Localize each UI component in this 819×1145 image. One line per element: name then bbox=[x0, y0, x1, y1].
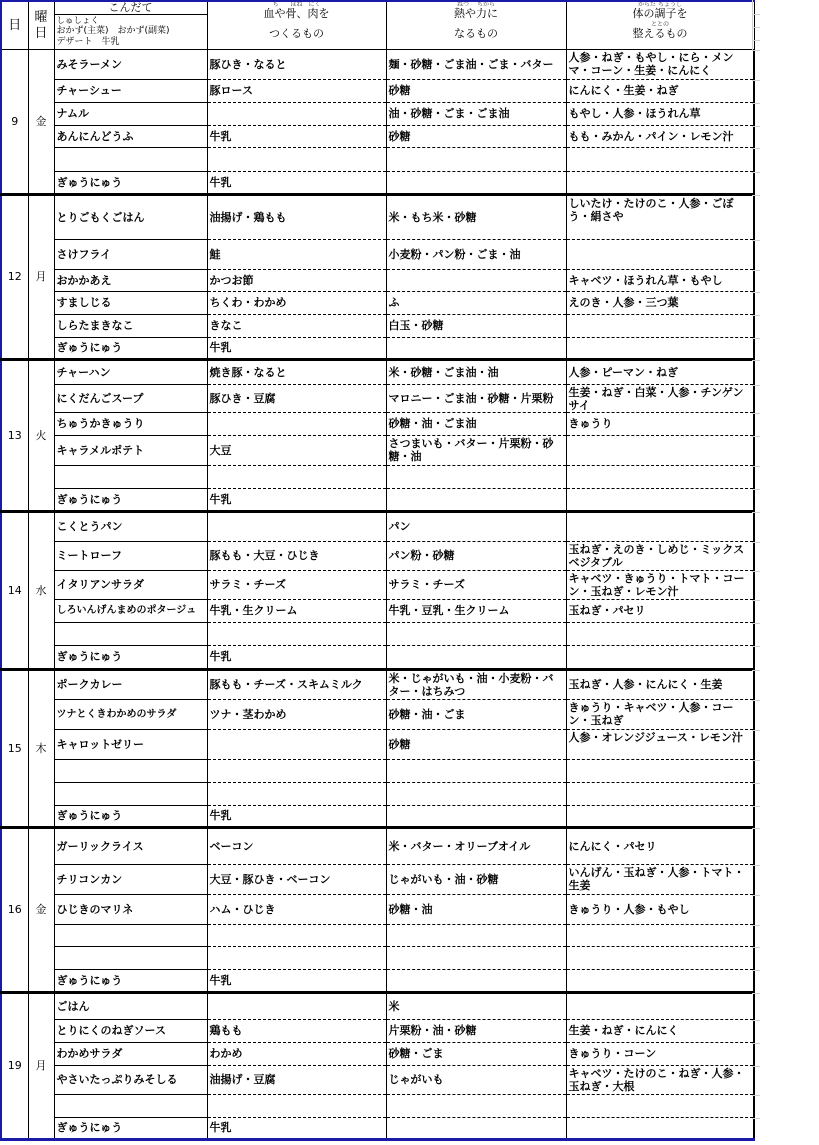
grid-line bbox=[752, 14, 760, 15]
header-menu-line-3: デザート 牛乳 bbox=[56, 37, 120, 47]
ingredient-heat bbox=[386, 1118, 566, 1140]
header-weekday: 曜日 bbox=[28, 1, 54, 50]
weekday: 木 bbox=[28, 670, 54, 828]
dish-name: ぎゅうにゅう bbox=[54, 1118, 207, 1140]
dish-name: チリコンカン bbox=[54, 865, 207, 895]
menu-row bbox=[1, 571, 754, 600]
menu-row bbox=[1, 360, 754, 385]
grid-line bbox=[752, 80, 760, 81]
header-heat-energy bbox=[386, 1, 566, 50]
weekday: 月 bbox=[28, 993, 54, 1140]
ingredient-heat: 砂糖 bbox=[386, 80, 566, 103]
ingredient-heat bbox=[386, 172, 566, 195]
ingredient-body: 生姜・ねぎ・にんにく bbox=[566, 1020, 754, 1043]
ingredient-body: キャベツ・ほうれん草・もやし bbox=[566, 270, 754, 292]
dish-name: ごはん bbox=[54, 993, 207, 1020]
ruby-body: からだ ちょうし bbox=[638, 1, 682, 8]
menu-row bbox=[1, 925, 754, 947]
ingredient-heat: 米・もち米・砂糖 bbox=[386, 195, 566, 240]
dish-name: ぎゅうにゅう bbox=[54, 970, 207, 993]
ingredient-heat: さつまいも・バター・片栗粉・砂糖・油 bbox=[386, 436, 566, 466]
ingredient-body: もも・みかん・パイン・レモン汁 bbox=[566, 126, 754, 148]
ingredient-body: きゅうり・キャベツ・人参・コーン・玉ねぎ bbox=[566, 700, 754, 730]
ingredient-blood: 油揚げ・豆腐 bbox=[207, 1066, 386, 1095]
ingredient-body: 人参・ねぎ・もやし・にら・メンマ・コーン・生姜・にんにく bbox=[566, 50, 754, 80]
menu-row bbox=[1, 489, 754, 512]
ingredient-heat: 砂糖・油・ごま bbox=[386, 700, 566, 730]
dish-name: にくだんごスープ bbox=[54, 385, 207, 413]
ingredient-heat: パン粉・砂糖 bbox=[386, 542, 566, 571]
ingredient-blood bbox=[207, 730, 386, 760]
header-menu-line-2: おかず(主菜) おかず(副菜) bbox=[56, 26, 170, 36]
menu-row bbox=[1, 512, 754, 542]
grid-line bbox=[752, 571, 760, 572]
ingredient-blood bbox=[207, 925, 386, 947]
grid-line bbox=[752, 542, 760, 543]
day-number: 19 bbox=[1, 993, 28, 1140]
ingredient-blood: 牛乳 bbox=[207, 126, 386, 148]
ingredient-blood: 大豆 bbox=[207, 436, 386, 466]
dish-name bbox=[54, 623, 207, 646]
ruby-blood: ち ほね にく bbox=[272, 1, 321, 8]
ingredient-heat: 砂糖・ごま bbox=[386, 1043, 566, 1066]
ingredient-heat bbox=[386, 760, 566, 783]
dish-name bbox=[54, 925, 207, 947]
ingredient-blood: 豚もも・チーズ・スキムミルク bbox=[207, 670, 386, 700]
grid-line bbox=[752, 1095, 760, 1096]
dish-name: ぎゅうにゅう bbox=[54, 806, 207, 828]
dish-name: しろいんげんまめのポタージュ bbox=[54, 600, 207, 623]
ingredient-heat: 米・じゃがいも・油・小麦粉・バター・はちみつ bbox=[386, 670, 566, 700]
weekday: 金 bbox=[28, 828, 54, 993]
ingredient-body bbox=[566, 240, 754, 270]
grid-line bbox=[752, 512, 760, 513]
ingredient-heat: 油・砂糖・ごま・ごま油 bbox=[386, 103, 566, 126]
grid-line bbox=[752, 700, 760, 701]
header-blood-bone-muscle bbox=[207, 1, 386, 50]
ingredient-blood: 豚ひき・なると bbox=[207, 50, 386, 80]
menu-row bbox=[1, 760, 754, 783]
ingredient-body bbox=[566, 783, 754, 806]
header-heat-line2: なるもの bbox=[454, 27, 498, 40]
ingredient-blood bbox=[207, 947, 386, 970]
grid-line bbox=[752, 240, 760, 241]
ingredient-body bbox=[566, 993, 754, 1020]
ingredient-heat: マロニー・ごま油・砂糖・片栗粉 bbox=[386, 385, 566, 413]
ingredient-heat: 砂糖・油 bbox=[386, 895, 566, 925]
day-number: 14 bbox=[1, 512, 28, 670]
menu-row bbox=[1, 413, 754, 436]
ingredient-heat: ふ bbox=[386, 292, 566, 315]
ingredient-heat bbox=[386, 270, 566, 292]
dish-name bbox=[54, 1095, 207, 1118]
ingredient-blood: 牛乳 bbox=[207, 338, 386, 360]
ingredient-blood: かつお節 bbox=[207, 270, 386, 292]
menu-row bbox=[1, 947, 754, 970]
ingredient-heat: 砂糖・油・ごま油 bbox=[386, 413, 566, 436]
ingredient-body: 人参・オレンジジュース・レモン汁 bbox=[566, 730, 754, 760]
ingredient-heat: 牛乳・豆乳・生クリーム bbox=[386, 600, 566, 623]
ingredient-blood bbox=[207, 512, 386, 542]
header-day: 日 bbox=[1, 1, 28, 50]
header-heat-line1: 熱や力に bbox=[454, 7, 498, 20]
ingredient-blood: ちくわ・わかめ bbox=[207, 292, 386, 315]
grid-line bbox=[752, 270, 760, 271]
header-blood-line2: つくるもの bbox=[269, 27, 324, 40]
ingredient-body: キャベツ・きゅうり・トマト・コーン・玉ねぎ・レモン汁 bbox=[566, 571, 754, 600]
dish-name: あんにんどうふ bbox=[54, 126, 207, 148]
header-blood-line1: 血や骨、肉を bbox=[263, 7, 330, 20]
menu-row bbox=[1, 270, 754, 292]
menu-row bbox=[1, 172, 754, 195]
menu-row bbox=[1, 1066, 754, 1095]
ingredient-blood: ハム・ひじき bbox=[207, 895, 386, 925]
ingredient-body bbox=[566, 148, 754, 172]
grid-line bbox=[752, 783, 760, 784]
dish-name: ツナとくきわかめのサラダ bbox=[54, 700, 207, 730]
dish-name: チャーシュー bbox=[54, 80, 207, 103]
dish-name: しらたまきなこ bbox=[54, 315, 207, 338]
ingredient-body bbox=[566, 646, 754, 670]
dish-name: とりごもくごはん bbox=[54, 195, 207, 240]
ingredient-blood: 牛乳 bbox=[207, 970, 386, 993]
menu-row bbox=[1, 315, 754, 338]
grid-line bbox=[752, 148, 760, 149]
grid-line bbox=[752, 947, 760, 948]
ingredient-heat bbox=[386, 489, 566, 512]
grid-line bbox=[752, 0, 753, 50]
ingredient-blood: 牛乳 bbox=[207, 806, 386, 828]
menu-row bbox=[1, 126, 754, 148]
grid-line bbox=[752, 1020, 760, 1021]
grid-line bbox=[752, 195, 760, 196]
ingredient-heat: 米 bbox=[386, 993, 566, 1020]
day-number: 12 bbox=[1, 195, 28, 360]
grid-line bbox=[752, 670, 760, 671]
ingredient-heat bbox=[386, 623, 566, 646]
ingredient-blood: 牛乳 bbox=[207, 172, 386, 195]
dish-name bbox=[54, 466, 207, 489]
ingredient-body: しいたけ・たけのこ・人参・ごぼう・絹さや bbox=[566, 195, 754, 240]
ingredient-heat bbox=[386, 806, 566, 828]
dish-name: ガーリックライス bbox=[54, 828, 207, 865]
ruby-heat: ねつ ちから bbox=[457, 1, 495, 8]
dish-name: キャロットゼリー bbox=[54, 730, 207, 760]
ingredient-heat bbox=[386, 1095, 566, 1118]
menu-row bbox=[1, 730, 754, 760]
menu-row bbox=[1, 1095, 754, 1118]
grid-line bbox=[752, 993, 760, 994]
ingredient-body: 玉ねぎ・パセリ bbox=[566, 600, 754, 623]
ingredient-heat: パン bbox=[386, 512, 566, 542]
grid-line bbox=[752, 27, 760, 28]
grid-line bbox=[752, 760, 760, 761]
grid-line bbox=[752, 126, 760, 127]
ingredient-body bbox=[566, 1118, 754, 1140]
weekday: 火 bbox=[28, 360, 54, 512]
grid-line bbox=[752, 730, 760, 731]
ingredient-blood: 牛乳・生クリーム bbox=[207, 600, 386, 623]
weekday: 金 bbox=[28, 50, 54, 195]
grid-line bbox=[752, 436, 760, 437]
ingredient-body bbox=[566, 623, 754, 646]
ingredient-blood: 大豆・豚ひき・ベーコン bbox=[207, 865, 386, 895]
weekday: 月 bbox=[28, 195, 54, 360]
ingredient-heat bbox=[386, 970, 566, 993]
ingredient-heat: じゃがいも・油・砂糖 bbox=[386, 865, 566, 895]
ingredient-body bbox=[566, 806, 754, 828]
menu-row bbox=[1, 1118, 754, 1140]
dish-name: こくとうパン bbox=[54, 512, 207, 542]
menu-row bbox=[1, 783, 754, 806]
ingredient-blood bbox=[207, 413, 386, 436]
ingredient-body bbox=[566, 760, 754, 783]
ingredient-blood: 牛乳 bbox=[207, 489, 386, 512]
ingredient-blood: 豚ロース bbox=[207, 80, 386, 103]
menu-row bbox=[1, 828, 754, 865]
menu-row bbox=[1, 103, 754, 126]
menu-row bbox=[1, 50, 754, 80]
dish-name bbox=[54, 760, 207, 783]
menu-row bbox=[1, 436, 754, 466]
ingredient-blood: 牛乳 bbox=[207, 646, 386, 670]
dish-name: みそラーメン bbox=[54, 50, 207, 80]
weekday: 水 bbox=[28, 512, 54, 670]
grid-line bbox=[752, 970, 760, 971]
grid-line bbox=[752, 292, 760, 293]
dish-name: イタリアンサラダ bbox=[54, 571, 207, 600]
dish-name: おかかあえ bbox=[54, 270, 207, 292]
dish-name: ぎゅうにゅう bbox=[54, 338, 207, 360]
ingredient-body: キャベツ・たけのこ・ねぎ・人参・玉ねぎ・大根 bbox=[566, 1066, 754, 1095]
menu-row bbox=[1, 466, 754, 489]
dish-name: すましじる bbox=[54, 292, 207, 315]
grid-line bbox=[752, 646, 760, 647]
ingredient-heat: 麺・砂糖・ごま油・ごま・バター bbox=[386, 50, 566, 80]
ingredient-body: にんにく・パセリ bbox=[566, 828, 754, 865]
menu-row bbox=[1, 623, 754, 646]
dish-name bbox=[54, 947, 207, 970]
grid-line bbox=[752, 925, 760, 926]
dish-name: ひじきのマリネ bbox=[54, 895, 207, 925]
ingredient-heat bbox=[386, 783, 566, 806]
ingredient-heat: 白玉・砂糖 bbox=[386, 315, 566, 338]
dish-name: さけフライ bbox=[54, 240, 207, 270]
ingredient-heat: 米・砂糖・ごま油・油 bbox=[386, 360, 566, 385]
dish-name: ポークカレー bbox=[54, 670, 207, 700]
grid-line bbox=[752, 413, 760, 414]
ingredient-body bbox=[566, 489, 754, 512]
grid-line bbox=[752, 828, 760, 829]
dish-name: ぎゅうにゅう bbox=[54, 172, 207, 195]
ingredient-body: きゅうり・人参・もやし bbox=[566, 895, 754, 925]
ingredient-heat bbox=[386, 148, 566, 172]
header-menu-categories bbox=[54, 15, 207, 50]
menu-row bbox=[1, 646, 754, 670]
menu-row bbox=[1, 385, 754, 413]
ingredient-blood: 豚ひき・豆腐 bbox=[207, 385, 386, 413]
dish-name: チャーハン bbox=[54, 360, 207, 385]
grid-line bbox=[752, 40, 760, 41]
ingredient-body bbox=[566, 338, 754, 360]
menu-row bbox=[1, 195, 754, 240]
dish-name: キャラメルポテト bbox=[54, 436, 207, 466]
grid-line bbox=[752, 172, 760, 173]
ingredient-heat bbox=[386, 646, 566, 670]
ingredient-blood bbox=[207, 466, 386, 489]
ingredient-blood: ツナ・茎わかめ bbox=[207, 700, 386, 730]
ingredient-blood bbox=[207, 783, 386, 806]
header-body-line2: 整えるもの bbox=[632, 27, 688, 40]
ingredient-blood: 焼き豚・なると bbox=[207, 360, 386, 385]
menu-row bbox=[1, 542, 754, 571]
ingredient-heat bbox=[386, 925, 566, 947]
menu-row bbox=[1, 970, 754, 993]
dish-name bbox=[54, 148, 207, 172]
menu-row bbox=[1, 148, 754, 172]
ingredient-blood: 鮭 bbox=[207, 240, 386, 270]
ingredient-body: えのき・人参・三つ葉 bbox=[566, 292, 754, 315]
menu-row bbox=[1, 670, 754, 700]
header-kondate: こんだて bbox=[54, 1, 207, 15]
grid-line bbox=[752, 385, 760, 386]
grid-line bbox=[752, 489, 760, 490]
ingredient-heat: じゃがいも bbox=[386, 1066, 566, 1095]
ingredient-body: 人参・ピーマン・ねぎ bbox=[566, 360, 754, 385]
grid-line bbox=[752, 360, 760, 361]
grid-line bbox=[752, 466, 760, 467]
ingredient-blood: 鶏もも bbox=[207, 1020, 386, 1043]
ingredient-blood bbox=[207, 993, 386, 1020]
grid-line bbox=[752, 315, 760, 316]
dish-name: ぎゅうにゅう bbox=[54, 489, 207, 512]
dish-name: ミートローフ bbox=[54, 542, 207, 571]
ingredient-blood bbox=[207, 103, 386, 126]
menu-row bbox=[1, 993, 754, 1020]
menu-row bbox=[1, 338, 754, 360]
grid-line bbox=[752, 865, 760, 866]
dish-name bbox=[54, 783, 207, 806]
ingredient-body: にんにく・生姜・ねぎ bbox=[566, 80, 754, 103]
ingredient-heat bbox=[386, 947, 566, 970]
grid-line bbox=[752, 623, 760, 624]
ingredient-body bbox=[566, 925, 754, 947]
ingredient-blood bbox=[207, 760, 386, 783]
ingredient-heat bbox=[386, 466, 566, 489]
dish-name: ナムル bbox=[54, 103, 207, 126]
ingredient-body bbox=[566, 1095, 754, 1118]
ingredient-body: もやし・人参・ほうれん草 bbox=[566, 103, 754, 126]
day-number: 13 bbox=[1, 360, 28, 512]
grid-line bbox=[752, 338, 760, 339]
dish-name: とりにくのねぎソース bbox=[54, 1020, 207, 1043]
menu-row bbox=[1, 865, 754, 895]
ingredient-blood: 油揚げ・鶏もも bbox=[207, 195, 386, 240]
ingredient-body: きゅうり・コーン bbox=[566, 1043, 754, 1066]
ingredient-body bbox=[566, 172, 754, 195]
ingredient-body bbox=[566, 315, 754, 338]
ingredient-body: 生姜・ねぎ・白菜・人参・チンゲンサイ bbox=[566, 385, 754, 413]
header-body-line1: 体の調子を bbox=[632, 7, 688, 20]
ingredient-body: 玉ねぎ・えのき・しめじ・ミックスベジタブル bbox=[566, 542, 754, 571]
dish-name: ぎゅうにゅう bbox=[54, 646, 207, 670]
ingredient-body: 玉ねぎ・人参・にんにく・生姜 bbox=[566, 670, 754, 700]
ingredient-body bbox=[566, 970, 754, 993]
grid-line bbox=[752, 806, 760, 807]
ingredient-blood bbox=[207, 623, 386, 646]
ingredient-body: きゅうり bbox=[566, 413, 754, 436]
grid-line bbox=[752, 50, 760, 51]
ingredient-heat: 小麦粉・パン粉・ごま・油 bbox=[386, 240, 566, 270]
header-menu-line-1: しゅしょく bbox=[56, 16, 100, 26]
ingredient-heat: サラミ・チーズ bbox=[386, 571, 566, 600]
ingredient-blood bbox=[207, 148, 386, 172]
ingredient-blood: 豚もも・大豆・ひじき bbox=[207, 542, 386, 571]
menu-row bbox=[1, 1020, 754, 1043]
menu-row bbox=[1, 600, 754, 623]
ingredient-blood: サラミ・チーズ bbox=[207, 571, 386, 600]
ingredient-blood bbox=[207, 1095, 386, 1118]
grid-line bbox=[752, 103, 760, 104]
day-number: 15 bbox=[1, 670, 28, 828]
ingredient-blood: 牛乳 bbox=[207, 1118, 386, 1140]
menu-row bbox=[1, 806, 754, 828]
dish-name: ちゅうかきゅうり bbox=[54, 413, 207, 436]
menu-row bbox=[1, 1043, 754, 1066]
ingredient-body bbox=[566, 947, 754, 970]
ingredient-heat: 砂糖 bbox=[386, 126, 566, 148]
ruby-body-2: ととの bbox=[650, 21, 669, 28]
ingredient-blood: きなこ bbox=[207, 315, 386, 338]
menu-row bbox=[1, 80, 754, 103]
grid-line bbox=[752, 1043, 760, 1044]
day-number: 16 bbox=[1, 828, 28, 993]
menu-row bbox=[1, 895, 754, 925]
ingredient-body bbox=[566, 466, 754, 489]
grid-line bbox=[752, 1118, 760, 1119]
ingredient-blood: わかめ bbox=[207, 1043, 386, 1066]
ingredient-heat: 片栗粉・油・砂糖 bbox=[386, 1020, 566, 1043]
ingredient-body bbox=[566, 512, 754, 542]
menu-row bbox=[1, 292, 754, 315]
day-number: 9 bbox=[1, 50, 28, 195]
dish-name: わかめサラダ bbox=[54, 1043, 207, 1066]
ingredient-body: いんげん・玉ねぎ・人参・トマト・生姜 bbox=[566, 865, 754, 895]
dish-name: やさいたっぷりみそしる bbox=[54, 1066, 207, 1095]
ingredient-body bbox=[566, 436, 754, 466]
ingredient-heat: 砂糖 bbox=[386, 730, 566, 760]
ingredient-heat: 米・バター・オリーブオイル bbox=[386, 828, 566, 865]
menu-row bbox=[1, 240, 754, 270]
grid-line bbox=[752, 895, 760, 896]
ingredient-blood: ベーコン bbox=[207, 828, 386, 865]
header-body-condition bbox=[566, 1, 754, 50]
grid-line bbox=[752, 600, 760, 601]
menu-row bbox=[1, 700, 754, 730]
grid-line bbox=[752, 1066, 760, 1067]
ingredient-heat bbox=[386, 338, 566, 360]
